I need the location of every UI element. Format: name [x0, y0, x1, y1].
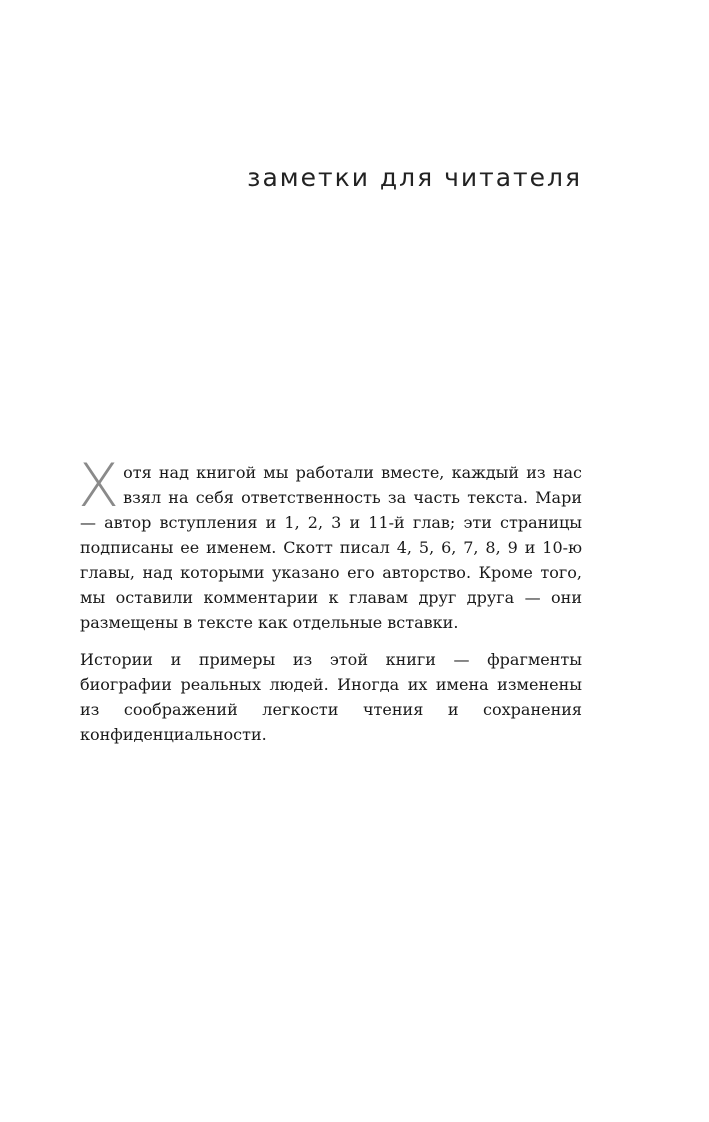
paragraph-1-text: отя над книгой мы работали вместе, каждый из нас взял на себя ответственность за часть текста. Мари — автор вступления и 1, 2, 3 и 11-й глав; эти страницы подписаны ее именем. Скотт писал 4, 5, 6, 7, 8, 9 и 10-ю главы, над которыми указано его авторство. Кроме того, мы оставили комментарии к главам друг друга — они размещены в тексте как отдельные вставки. [80, 463, 582, 632]
drop-cap: Х [78, 451, 120, 521]
body-text [78, 451, 582, 759]
paragraph-1 [78, 451, 582, 635]
page-title: заметки для читателя [247, 162, 582, 192]
paragraph-2: Истории и примеры из этой книги — фрагменты биографии реальных людей. Иногда их имена изменены из соображений легкости чтения и сохранения конфиденциальности. [80, 650, 582, 744]
